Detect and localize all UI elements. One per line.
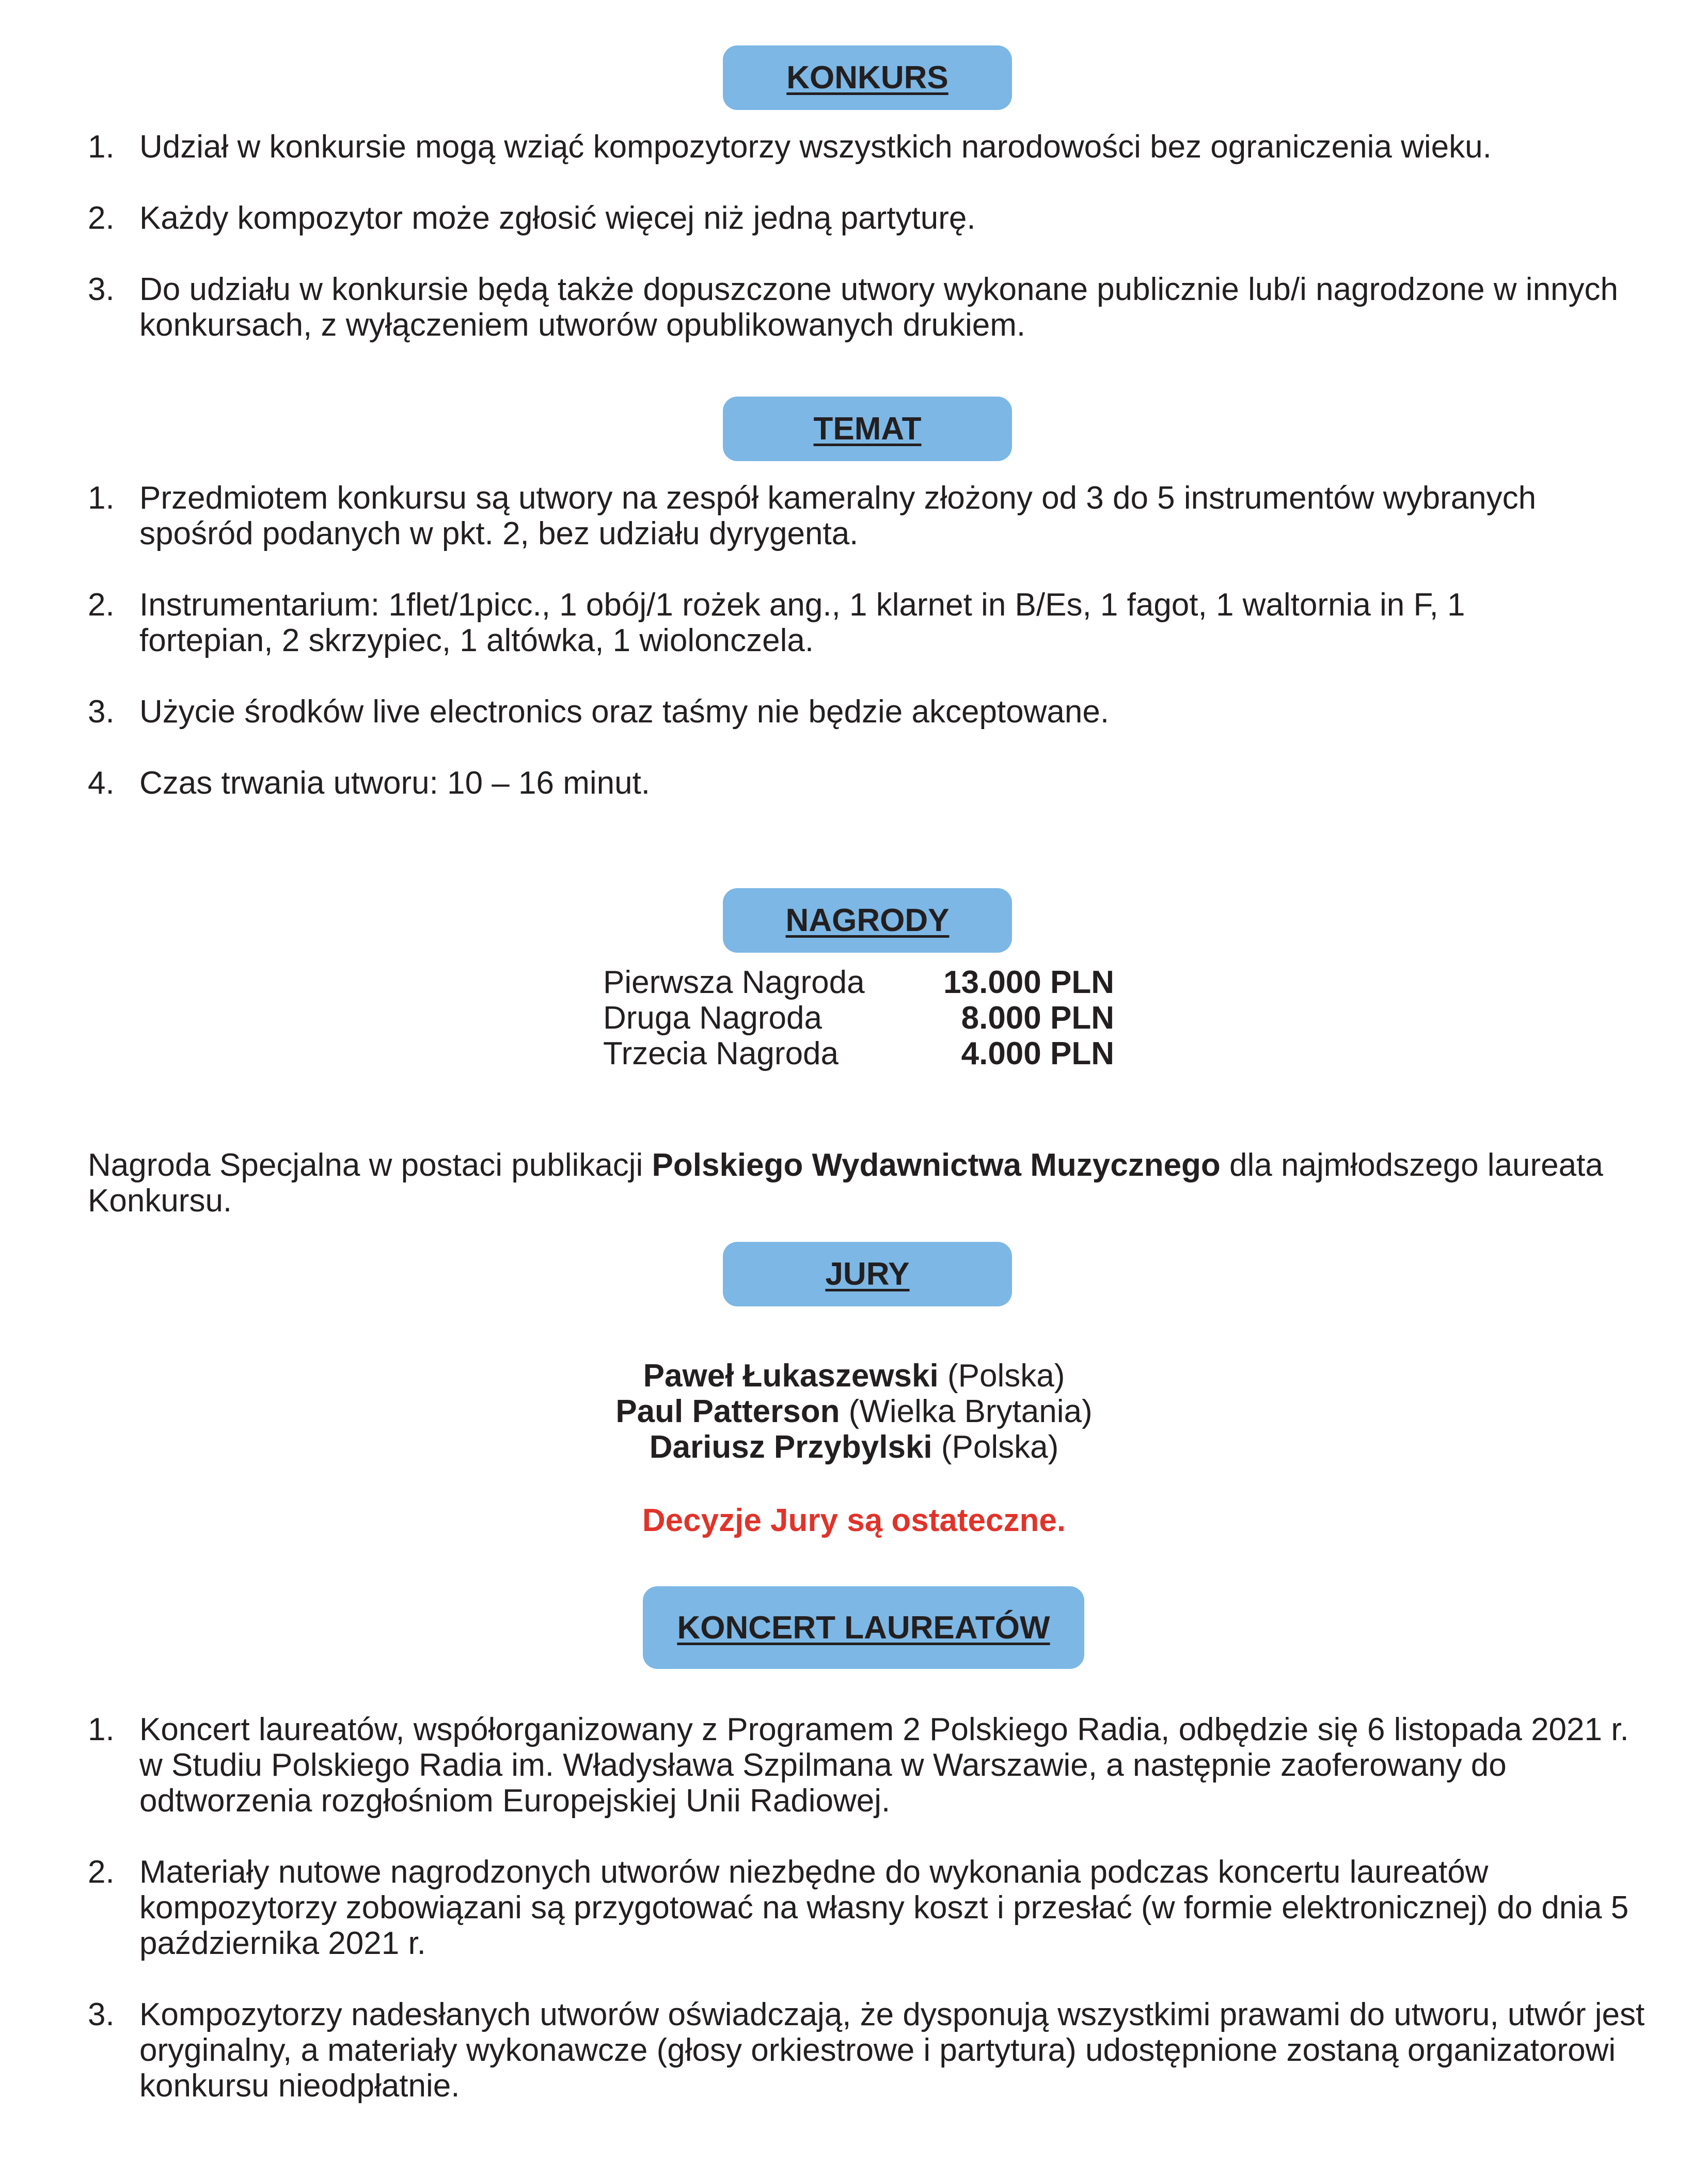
- item-number: 2.: [88, 1854, 115, 1890]
- list-item: [88, 765, 1647, 801]
- item-number: 3.: [88, 694, 115, 730]
- prize-amount: 8.000 PLN: [961, 1000, 1114, 1036]
- prize-label: Pierwsza Nagroda: [603, 965, 865, 1000]
- item-text: Kompozytorzy nadesłanych utworów oświadczają, że dysponują wszystkimi prawami do utworu, utwór jest oryginalny, a materiały wykonawcze (głosy orkiestrowe i partytura) udostępnione zostaną organizatorowi konkursu nieodpłatnie.: [139, 1997, 1645, 2104]
- section-header-koncert: [643, 1586, 1084, 1669]
- jury-member-name: Dariusz Przybylski: [649, 1429, 932, 1465]
- item-number: 3.: [88, 272, 115, 307]
- special-prize-text: [88, 1147, 1637, 1219]
- prize-amount: 13.000 PLN: [943, 965, 1114, 1000]
- konkurs-list: [88, 129, 1647, 343]
- section-header-temat: [723, 397, 1012, 461]
- list-item: [88, 480, 1647, 551]
- item-text: Instrumentarium: 1flet/1picc., 1 obój/1 rożek ang., 1 klarnet in B/Es, 1 fagot, 1 waltornia in F, 1 fortepian, 2 skrzypiec, 1 altówka, 1 wiolonczela.: [139, 587, 1465, 658]
- prize-table: [603, 965, 1114, 1071]
- item-number: 2.: [88, 200, 115, 236]
- section-title: KONCERT LAUREATÓW: [677, 1610, 1050, 1646]
- list-item: [88, 1854, 1647, 1961]
- section-title: NAGRODY: [785, 903, 950, 938]
- special-prize-prefix: Nagroda Specjalna w postaci publikacji: [88, 1147, 652, 1183]
- jury-member-name: Paweł Łukaszewski: [643, 1358, 939, 1394]
- item-number: 3.: [88, 1997, 115, 2032]
- list-item: [88, 587, 1647, 658]
- list-item: [88, 1997, 1647, 2104]
- koncert-list: [88, 1712, 1647, 2104]
- item-text: Czas trwania utworu: 10 – 16 minut.: [139, 765, 651, 801]
- item-text: Koncert laureatów, współorganizowany z Programem 2 Polskiego Radia, odbędzie się 6 listopada 2021 r. w Studiu Polskiego Radia im. Władysława Szpilmana w Warszawie, a następnie zaoferowany do odtworzenia rozgłośniom Europejskiej Unii Radiowej.: [139, 1712, 1629, 1819]
- list-item: [88, 129, 1647, 165]
- jury-member-country: (Wielka Brytania): [840, 1394, 1093, 1429]
- item-text: Przedmiotem konkursu są utwory na zespół kameralny złożony od 3 do 5 instrumentów wybranych spośród podanych w pkt. 2, bez udziału dyrygenta.: [139, 480, 1537, 551]
- special-prize-publisher: Polskiego Wydawnictwa Muzycznego: [652, 1147, 1221, 1183]
- item-text: Każdy kompozytor może zgłosić więcej niż jedną partyturę.: [139, 200, 976, 236]
- jury-decision: Decyzje Jury są ostateczne.: [642, 1503, 1066, 1538]
- prize-row: [603, 1036, 1114, 1071]
- jury-member: [0, 1394, 1708, 1429]
- section-title: KONKURS: [786, 60, 948, 96]
- item-number: 1.: [88, 129, 115, 165]
- prize-label: Druga Nagroda: [603, 1000, 822, 1036]
- jury-member-name: Paul Patterson: [615, 1394, 840, 1429]
- jury-member-country: (Polska): [932, 1429, 1059, 1465]
- item-text: Użycie środków live electronics oraz taśmy nie będzie akceptowane.: [139, 694, 1110, 730]
- item-text: Materiały nutowe nagrodzonych utworów niezbędne do wykonania podczas koncertu laureatów kompozytorzy zobowiązani są przygotować na własny koszt i przesłać (w formie elektronicznej) do dnia 5 października 2021 r.: [139, 1854, 1629, 1961]
- list-item: [88, 272, 1647, 343]
- item-number: 2.: [88, 587, 115, 623]
- jury-members: [0, 1358, 1708, 1465]
- section-header-nagrody: [723, 888, 1012, 953]
- section-title: JURY: [825, 1256, 910, 1292]
- section-header-konkurs: [723, 45, 1012, 110]
- prize-amount: 4.000 PLN: [961, 1036, 1114, 1071]
- item-text: Udział w konkursie mogą wziąć kompozytorzy wszystkich narodowości bez ograniczenia wieku.: [139, 129, 1492, 165]
- section-title: TEMAT: [813, 411, 922, 447]
- prize-row: [603, 965, 1114, 1000]
- jury-member-country: (Polska): [938, 1358, 1065, 1394]
- item-number: 1.: [88, 480, 115, 516]
- prize-row: [603, 1000, 1114, 1036]
- prize-label: Trzecia Nagroda: [603, 1036, 839, 1071]
- temat-list: [88, 480, 1647, 801]
- item-number: 1.: [88, 1712, 115, 1747]
- special-prize-suffix: dla najmłodszego laureata Konkursu.: [88, 1147, 1603, 1219]
- list-item: [88, 1712, 1647, 1819]
- item-number: 4.: [88, 765, 115, 801]
- list-item: [88, 694, 1647, 730]
- jury-member: [0, 1358, 1708, 1394]
- jury-member: [0, 1429, 1708, 1465]
- section-header-jury: [723, 1242, 1012, 1306]
- item-text: Do udziału w konkursie będą także dopuszczone utwory wykonane publicznie lub/i nagrodzone w innych konkursach, z wyłączeniem utworów opublikowanych drukiem.: [139, 272, 1619, 343]
- list-item: [88, 200, 1647, 236]
